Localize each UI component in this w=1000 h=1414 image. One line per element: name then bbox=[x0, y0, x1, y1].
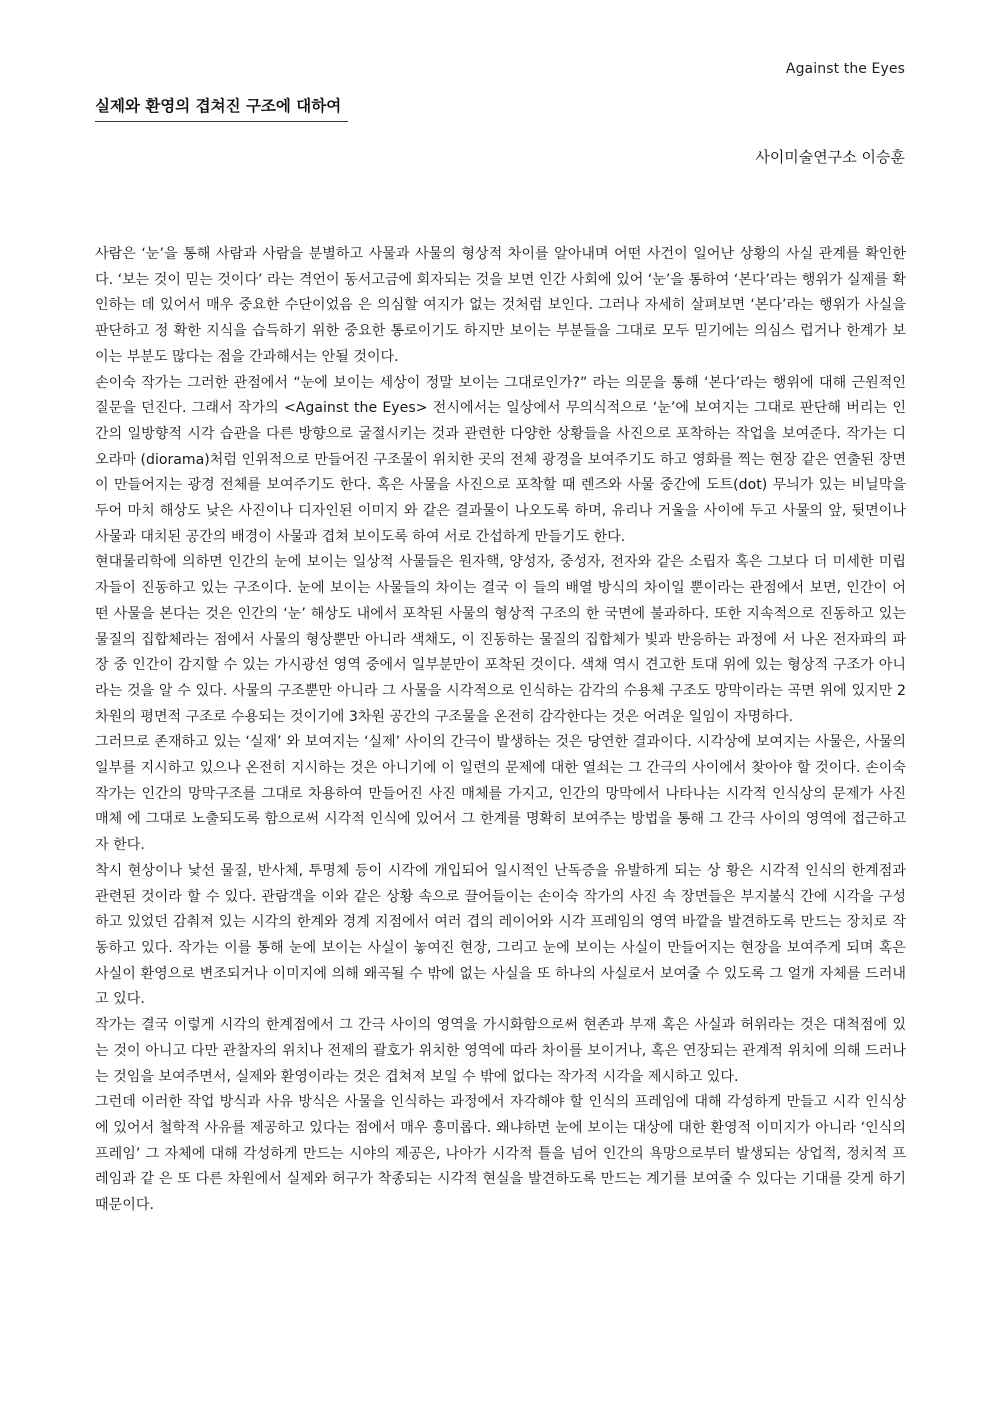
paragraph: 그런데 이러한 작업 방식과 사유 방식은 사물을 인식하는 과정에서 자각해야 할 인식의 프레임에 대해 각성하게 만들고 시각 인식상에 있어서 철학적 사유를 제공하고 있다는 점에서 매우 흥미롭다. 왜냐하면 눈에 보이는 대상에 대한 환영적 이미지가 아니라 ‘인식의 프레임’ 그 자체에 대해 각성하게 만드는 시야의 제공은, 나아가 시각적 틀을 넘어 인간의 욕망으로부터 발생되는 상업적, 정치적 프레임과 같 은 또 다른 차원에서 실제와 허구가 착종되는 시각적 현실을 발견하도록 만드는 계기를 보여줄 수 있다는 기대를 갖게 하기 때문이다. bbox=[95, 1094, 906, 1214]
paragraph: 현대물리학에 의하면 인간의 눈에 보이는 일상적 사물들은 원자핵, 양성자, 중성자, 전자와 같은 소립자 혹은 그보다 더 미세한 미립자들이 진동하고 있는 구조이다. 눈에 보이는 사물들의 차이는 결국 이 들의 배열 방식의 차이일 뿐이라는 관점에서 보면, 인간이 어떤 사물을 본다는 것은 인간의 ‘눈’ 해상도 내에서 포착된 사물의 형상적 구조의 한 국면에 불과하다. 또한 지속적으로 진동하고 있는 물질의 집합체라는 점에서 사물의 형상뿐만 아니라 색채도, 이 진동하는 물질의 집합체가 빛과 반응하는 과정에 서 나온 전자파의 파장 중 인간이 감지할 수 있는 가시광선 영역 중에서 일부분만이 포착된 것이다. 색채 역시 견고한 토대 위에 있는 형상적 구조가 아니라는 것을 알 수 있다. 사물의 구조뿐만 아니라 그 사물을 시각적으로 인식하는 감각의 수용체 구조도 망막이라는 곡면 위에 있지만 2차원의 평면적 구조로 수용되는 것이기에 3차원 공간의 구조물을 온전히 감각한다는 것은 어려운 일임이 자명하다. bbox=[95, 554, 906, 725]
paragraph: 사람은 ‘눈’을 통해 사람과 사람을 분별하고 사물과 사물의 형상적 차이를 알아내며 어떤 사건이 일어난 상황의 사실 관계를 확인한다. ‘보는 것이 믿는 것이다’ 라는 격언이 동서고금에 회자되는 것을 보면 인간 사회에 있어 ‘눈’을 통하여 ‘본다’라는 행위가 실제를 확인하는 데 있어서 매우 중요한 수단이었음 은 의심할 여지가 없는 것처럼 보인다. 그러나 자세히 살펴보면 ‘본다’라는 행위가 사실을 판단하고 정 확한 지식을 습득하기 위한 중요한 통로이기도 하지만 보이는 부분들을 그대로 모두 믿기에는 의심스 럽거나 한계가 보이는 부분도 많다는 점을 간과해서는 안될 것이다. bbox=[95, 246, 906, 365]
document-title: 실제와 환영의 겹쳐진 구조에 대하여 bbox=[95, 94, 348, 122]
body-text bbox=[95, 242, 906, 1219]
paragraph: 착시 현상이나 낯선 물질, 반사체, 투명체 등이 시각에 개입되어 일시적인 난독증을 유발하게 되는 상 황은 시각적 인식의 한계점과 관련된 것이라 할 수 있다. 관람객을 이와 같은 상황 속으로 끌어들이는 손이숙 작가의 사진 속 장면들은 부지불식 간에 시각을 구성하고 있었던 감춰져 있는 시각의 한계와 경계 지점에서 여러 겹의 레이어와 시각 프레임의 영역 바깥을 발견하도록 만드는 장치로 작동하고 있다. 작가는 이를 통해 눈에 보이는 사실이 놓여진 현장, 그리고 눈에 보이는 사실이 만들어지는 현장을 보여주게 되며 혹은 사실이 환영으로 변조되거나 이미지에 의해 왜곡될 수 밖에 없는 사실을 또 하나의 사실로서 보여줄 수 있도록 그 얼개 자체를 드러내고 있다. bbox=[95, 862, 906, 1008]
paragraph: 작가는 결국 이렇게 시각의 한계점에서 그 간극 사이의 영역을 가시화함으로써 현존과 부재 혹은 사실과 허위라는 것은 대척점에 있는 것이 아니고 다만 관찰자의 위치나 전제의 괄호가 위치한 영역에 따라 차이를 보이거나, 혹은 연장되는 관계적 위치에 의해 드러나는 것임을 보여주면서, 실제와 환영이라는 것은 겹쳐져 보일 수 밖에 없다는 작가적 시각을 제시하고 있다. bbox=[95, 1017, 906, 1085]
paragraph: 그러므로 존재하고 있는 ‘실재’ 와 보여지는 ‘실제’ 사이의 간극이 발생하는 것은 당연한 결과이다. 시각상에 보여지는 사물은, 사물의 일부를 지시하고 있으나 온전히 지시하는 것은 아니기에 이 일련의 문제에 대한 열쇠는 그 간극의 사이에서 찾아야 할 것이다. 손이숙 작가는 인간의 망막구조를 그대로 차용하여 만들어진 사진 매체를 가지고, 인간의 망막에서 나타나는 시각적 인식상의 문제가 사진 매체 에 그대로 노출되도록 함으로써 시각적 인식에 있어서 그 한계를 명확히 보여주는 방법을 통해 그 간극 사이의 영역에 접근하고자 한다. bbox=[95, 734, 906, 854]
author-line: 사이미술연구소 이승훈 bbox=[755, 148, 905, 166]
running-header: Against the Eyes bbox=[785, 61, 905, 77]
paragraph: 손이숙 작가는 그러한 관점에서 “눈에 보이는 세상이 정말 보이는 그대로인가?” 라는 의문을 통해 ‘본다’라는 행위에 대해 근원적인 질문을 던진다. 그래서 작가의 <Against the Eyes> 전시에서는 일상에서 무의식적으로 ‘눈’에 보여지는 그대로 판단해 버리는 인간의 일방향적 시각 습관을 다른 방향으로 굴절시키는 것과 관련한 다양한 상황들을 사진으로 포착하는 작업을 보여준다. 작가는 디오라마 (diorama)처럼 인위적으로 만들어진 구조물이 위치한 곳의 전체 광경을 보여주기도 하고 영화를 찍는 현장 같은 연출된 장면이 만들어지는 광경 전체를 보여주기도 한다. 혹은 사물을 사진으로 포착할 때 렌즈와 사물 중간에 도트(dot) 무늬가 있는 비닐막을 두어 마치 해상도 낮은 사진이나 디자인된 이미지 와 같은 결과물이 나오도록 하며, 유리나 거울을 사이에 두고 사물의 앞, 뒷면이나 사물과 대치된 공간의 배경이 사물과 겹쳐 보이도록 하여 서로 간섭하게 만들기도 한다. bbox=[95, 374, 906, 545]
